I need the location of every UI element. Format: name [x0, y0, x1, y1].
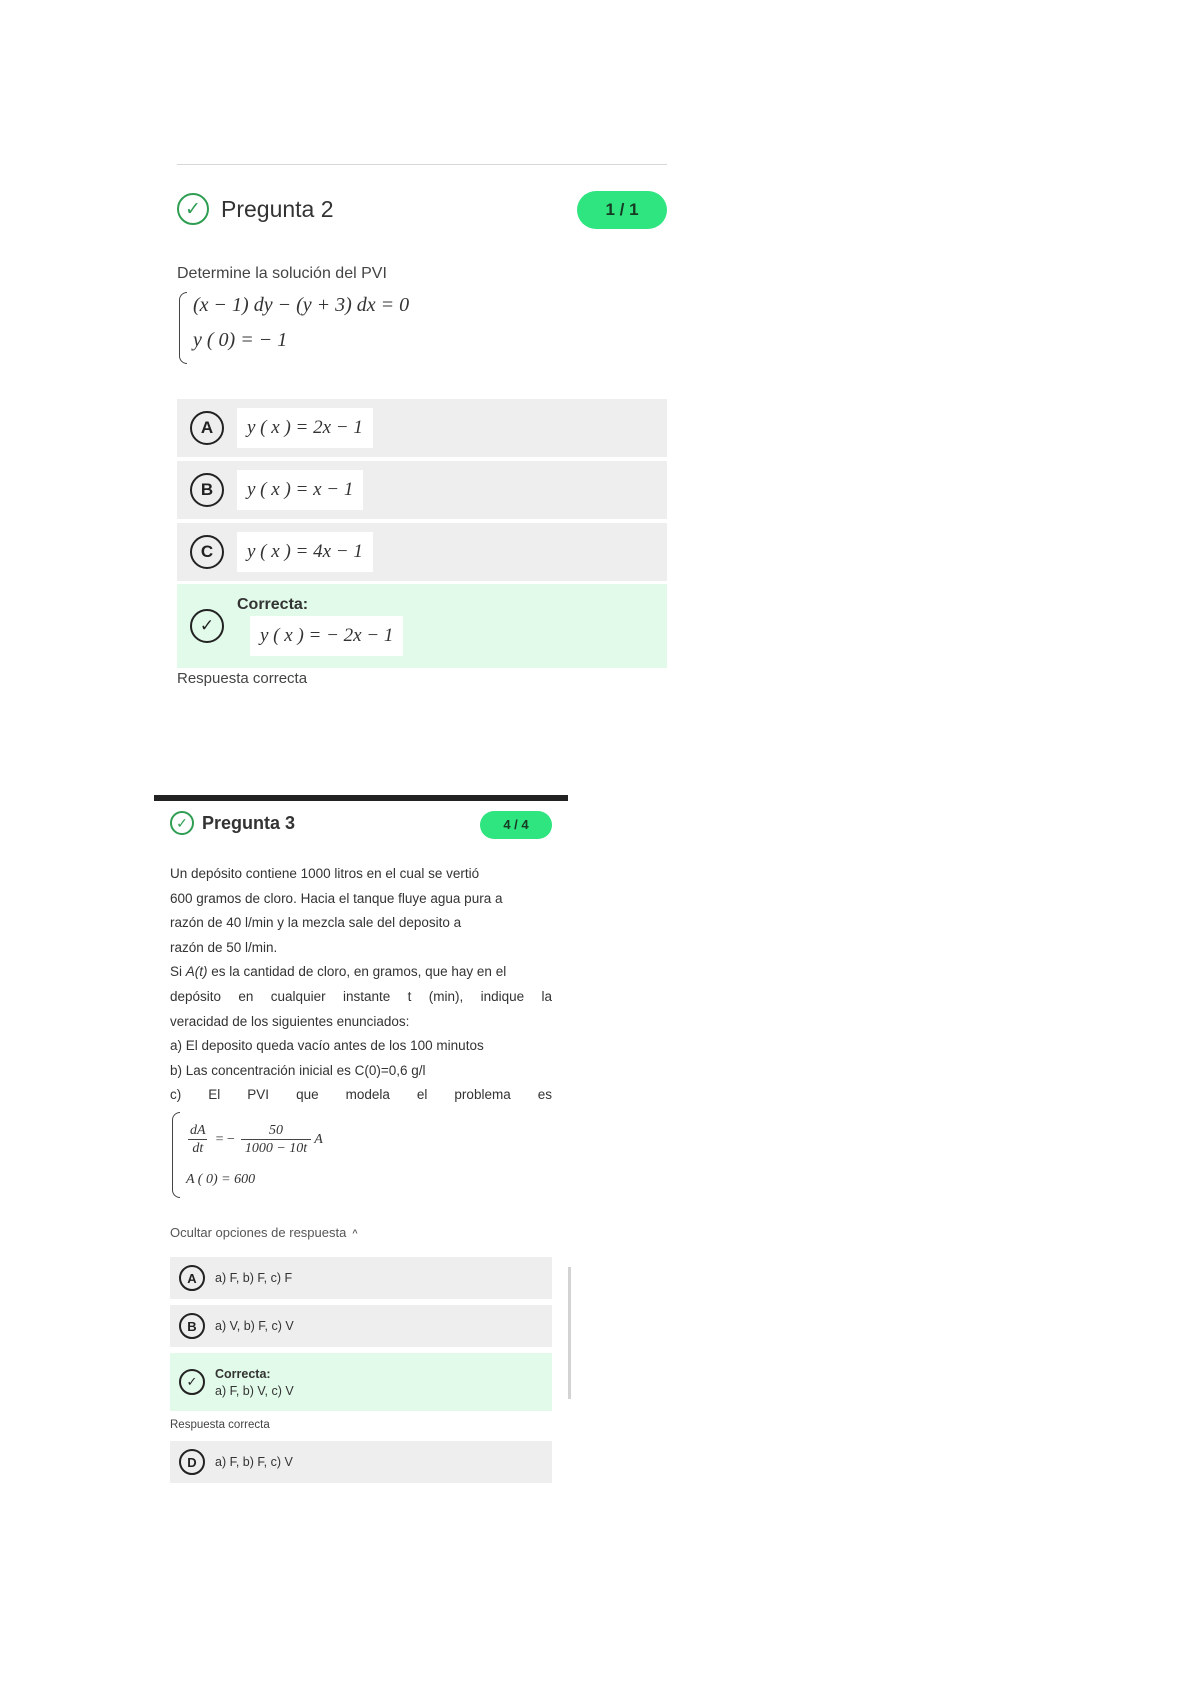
prompt-line: Un depósito contiene 1000 litros en el cual se vertió	[170, 866, 480, 881]
check-circle-icon: ✓	[177, 193, 209, 225]
correct-label: Correcta:	[237, 596, 309, 613]
option-text: a) V, b) F, c) V	[215, 1319, 294, 1333]
prompt-line: depósito en cualquier instante t (min), indique la	[170, 988, 552, 1004]
prompt-line: razón de 50 l/min.	[170, 939, 278, 955]
answer-option-b[interactable]	[177, 461, 667, 519]
pvi-initial-condition: A ( 0) = 600	[186, 1172, 256, 1187]
check-circle-icon: ✓	[179, 1369, 205, 1395]
question-2-card	[155, 148, 690, 768]
feedback-text: Respuesta correcta	[177, 670, 308, 687]
correct-label: Correcta:	[215, 1366, 271, 1381]
pvi-equation: (x − 1) dy − (y + 3) dx = 0	[193, 294, 410, 316]
scrollbar[interactable]	[568, 1267, 571, 1399]
correct-answer-option[interactable]	[177, 584, 667, 668]
option-math: y ( x ) = 2x − 1	[237, 408, 373, 448]
answer-option-b[interactable]	[170, 1305, 552, 1347]
option-letter-b: B	[179, 1313, 205, 1339]
top-divider-bar	[154, 795, 568, 801]
left-brace	[172, 1112, 180, 1198]
option-text: a) F, b) F, c) V	[215, 1455, 293, 1469]
prompt-line: 600 gramos de cloro. Hacia el tanque fluye agua pura a	[170, 890, 503, 906]
option-math: y ( x ) = 4x − 1	[237, 532, 373, 572]
score-badge: 4 / 4	[480, 811, 552, 839]
score-badge: 1 / 1	[577, 191, 667, 229]
question-header	[170, 811, 295, 835]
pvi-differential-equation: $\frac{dA}{dt}$ = − $\frac{50}{1000 - 10t}$ A	[190, 1123, 323, 1156]
pvi-system	[172, 1110, 323, 1198]
question-title: Pregunta 2	[221, 195, 334, 222]
chevron-up-icon: ^	[352, 1227, 358, 1238]
option-text: a) F, b) F, c) F	[215, 1271, 293, 1285]
question-header	[177, 193, 334, 225]
hide-answers-toggle[interactable]	[170, 1225, 358, 1240]
answer-option-c[interactable]	[177, 523, 667, 581]
option-text: a) F, b) V, c) V	[215, 1383, 294, 1398]
question-title: Pregunta 3	[202, 812, 296, 833]
statement-a: a) El deposito queda vacío antes de los 100 minutos	[170, 1038, 484, 1054]
option-math: y ( x ) = − 2x − 1	[250, 616, 403, 656]
answer-option-a[interactable]	[177, 399, 667, 457]
statement-b: b) Las concentración inicial es C(0)=0,6 g/l	[170, 1062, 426, 1078]
pvi-system	[179, 288, 409, 364]
check-circle-icon: ✓	[170, 811, 194, 835]
left-brace	[179, 292, 187, 364]
option-letter-c: C	[190, 535, 224, 569]
option-math: y ( x ) = x − 1	[237, 470, 363, 510]
divider	[177, 164, 667, 165]
answer-option-d[interactable]	[170, 1441, 552, 1483]
check-circle-icon: ✓	[190, 609, 224, 643]
question-prompt: Determine la solución del PVI	[177, 265, 387, 282]
question-3-card	[148, 795, 583, 1495]
answer-option-a[interactable]	[170, 1257, 552, 1299]
question-prompt	[170, 862, 552, 1108]
toggle-label: Ocultar opciones de respuesta	[170, 1225, 347, 1240]
prompt-line: veracidad de los siguientes enunciados:	[170, 1013, 410, 1029]
statement-c: c) El PVI que modela el problema es	[170, 1087, 552, 1103]
correct-answer-option[interactable]	[170, 1353, 552, 1411]
option-letter-d: D	[179, 1449, 205, 1475]
option-letter-a: A	[190, 411, 224, 445]
pvi-initial-condition: y ( 0) = − 1	[193, 329, 288, 351]
prompt-line: Si A(t) es la cantidad de cloro, en gramos, que hay en el	[170, 964, 507, 980]
prompt-line: razón de 40 l/min y la mezcla sale del deposito a	[170, 915, 462, 931]
option-letter-a: A	[179, 1265, 205, 1291]
feedback-text: Respuesta correcta	[170, 1419, 270, 1431]
option-letter-b: B	[190, 473, 224, 507]
